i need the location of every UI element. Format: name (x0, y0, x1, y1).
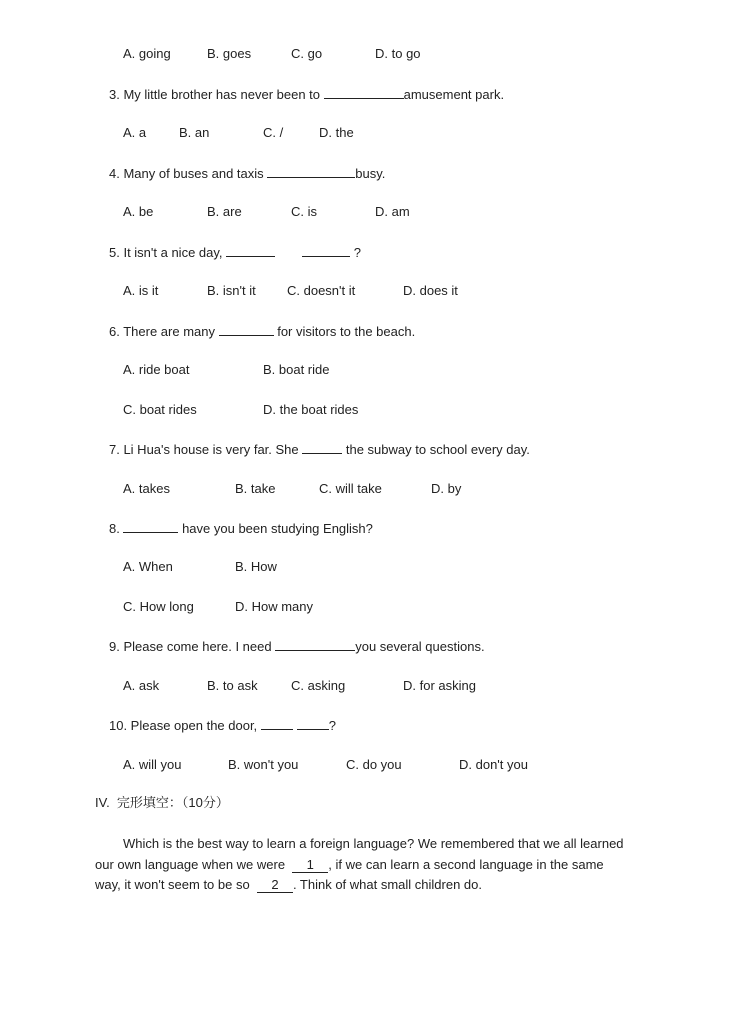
q10-option-b: B. won't you (228, 757, 299, 772)
q6-option-d: D. the boat rides (263, 402, 359, 417)
q6-option-a: A. ride boat (123, 362, 190, 377)
q3-stem-end: amusement park. (403, 87, 505, 102)
q3-option-d: D. the (319, 125, 354, 140)
q2-option-c: C. go (291, 46, 323, 61)
q4-stem-start: 4. Many of buses and taxis (109, 166, 268, 181)
q10-option-a: A. will you (123, 757, 182, 772)
answer-blank (297, 717, 329, 730)
question-8-stem (109, 520, 373, 537)
q3-stem-start: 3. My little brother has never been to (109, 87, 324, 102)
passage-line-1: Which is the best way to learn a foreign language? We remembered that we all learned (123, 836, 624, 851)
q9-option-c: C. asking (291, 678, 346, 693)
passage-line-3-end: . Think of what small children do. (292, 877, 483, 892)
q9-option-a: A. ask (123, 678, 160, 693)
q7-option-d: D. by (431, 481, 462, 496)
question-5-stem (109, 244, 361, 261)
question-6-stem (109, 323, 415, 340)
cloze-blank-1: 1 (292, 858, 328, 873)
q7-stem-start: 7. Li Hua's house is very far. She (109, 442, 303, 457)
q9-stem-end: you several questions. (355, 639, 485, 654)
q8-stem-start: 8. (109, 521, 124, 536)
q4-option-a: A. be (123, 204, 154, 219)
q8-option-a: A. When (123, 559, 173, 574)
question-7-stem (109, 441, 530, 458)
section-4-heading: IV. 完形填空：（10分） (95, 795, 229, 810)
question-3-stem (109, 86, 504, 103)
q9-option-d: D. for asking (403, 678, 476, 693)
q3-option-c: C. / (263, 125, 284, 140)
q5-stem-start: 5. It isn't a nice day, (109, 245, 227, 260)
q7-stem-end: the subway to school every day. (342, 442, 530, 457)
q9-option-b: B. to ask (207, 678, 258, 693)
q2-option-a: A. going (123, 46, 171, 61)
q9-stem-start: 9. Please come here. I need (109, 639, 276, 654)
question-10-stem (109, 717, 336, 734)
answer-blank (302, 441, 342, 454)
q8-option-c: C. How long (123, 599, 194, 614)
q6-stem-start: 6. There are many (109, 324, 219, 339)
answer-blank (302, 244, 350, 257)
q10-stem-end: ? (328, 718, 337, 733)
q7-option-b: B. take (235, 481, 276, 496)
q6-option-b: B. boat ride (263, 362, 330, 377)
answer-blank (219, 323, 274, 336)
q8-option-d: D. How many (235, 599, 314, 614)
passage-line-2-end: , if we can learn a second language in the same (328, 857, 604, 872)
q4-option-d: D. am (375, 204, 410, 219)
cloze-blank-2: 2 (257, 878, 293, 893)
q5-option-a: A. is it (123, 283, 159, 298)
q4-option-b: B. are (207, 204, 242, 219)
q4-option-c: C. is (291, 204, 317, 219)
q10-option-c: C. do you (346, 757, 402, 772)
q3-option-a: A. a (123, 125, 147, 140)
question-4-stem (109, 165, 385, 182)
q2-option-d: D. to go (375, 46, 421, 61)
q6-stem-end: for visitors to the beach. (273, 324, 416, 339)
answer-blank (123, 520, 178, 533)
q6-option-c: C. boat rides (123, 402, 197, 417)
q8-option-b: B. How (235, 559, 277, 574)
answer-blank (275, 638, 355, 651)
q8-stem-end: have you been studying English? (178, 521, 373, 536)
question-9-stem (109, 638, 485, 655)
q10-option-d: D. don't you (459, 757, 528, 772)
passage-line-2-start: our own language when we were (95, 857, 293, 872)
q10-stem-start: 10. Please open the door, (109, 718, 261, 733)
q5-option-b: B. isn't it (207, 283, 256, 298)
q2-option-b: B. goes (207, 46, 252, 61)
q4-stem-end: busy. (355, 166, 386, 181)
answer-blank (261, 717, 293, 730)
passage-line-2 (95, 857, 604, 873)
q3-option-b: B. an (179, 125, 210, 140)
passage-line-3-start: way, it won't seem to be so (95, 877, 257, 892)
answer-blank (267, 165, 355, 178)
q7-option-c: C. will take (319, 481, 382, 496)
answer-blank (226, 244, 275, 257)
q5-option-d: D. does it (403, 283, 458, 298)
q5-option-c: C. doesn't it (287, 283, 356, 298)
passage-line-3 (95, 877, 482, 893)
q5-stem-end: ? (350, 245, 361, 260)
q7-option-a: A. takes (123, 481, 170, 496)
answer-blank (324, 86, 404, 99)
